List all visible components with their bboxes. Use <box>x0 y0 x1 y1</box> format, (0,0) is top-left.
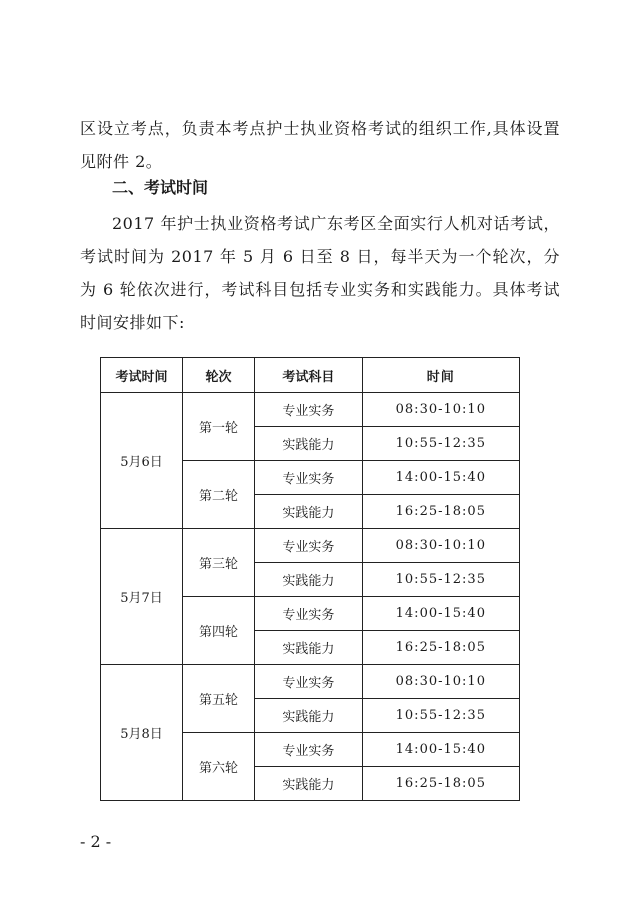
round-cell: 第三轮 <box>182 529 254 597</box>
subject-cell: 专业实务 <box>255 665 363 699</box>
round-cell: 第五轮 <box>182 665 254 733</box>
table-row <box>101 393 520 427</box>
paragraph-exam-schedule-intro: 2017 年护士执业资格考试广东考区全面实行人机对话考试，考试时间为 2017 年 5 月 6 日至 8 日，每半天为一个轮次，分为 6 轮依次进行，考试科目包括专业实务和实践能力。具体考试时间安排如下: <box>80 214 560 332</box>
round-cell: 第一轮 <box>182 393 254 461</box>
time-cell: 16:25-18:05 <box>362 495 519 529</box>
header-exam-date: 考试时间 <box>101 358 183 393</box>
subject-cell: 专业实务 <box>255 529 363 563</box>
paragraph-venue: 区设立考点，负责本考点护士执业资格考试的组织工作,具体设置见附件 2。 <box>80 119 560 171</box>
subject-cell: 专业实务 <box>255 733 363 767</box>
time-cell: 16:25-18:05 <box>362 767 519 801</box>
date-cell: 5月7日 <box>101 529 183 665</box>
date-cell: 5月6日 <box>101 393 183 529</box>
header-time: 时间 <box>362 358 519 393</box>
time-cell: 14:00-15:40 <box>362 461 519 495</box>
table-header-row <box>101 358 520 393</box>
time-cell: 14:00-15:40 <box>362 733 519 767</box>
header-round: 轮次 <box>182 358 254 393</box>
subject-cell: 实践能力 <box>255 427 363 461</box>
subject-cell: 实践能力 <box>255 495 363 529</box>
section-heading-exam-time: 二、考试时间 <box>112 178 209 197</box>
date-cell: 5月8日 <box>101 665 183 801</box>
page-number: - 2 - <box>80 832 112 851</box>
subject-cell: 实践能力 <box>255 767 363 801</box>
table-row <box>101 529 520 563</box>
time-cell: 10:55-12:35 <box>362 699 519 733</box>
subject-cell: 实践能力 <box>255 699 363 733</box>
subject-cell: 实践能力 <box>255 563 363 597</box>
subject-cell: 专业实务 <box>255 461 363 495</box>
time-cell: 10:55-12:35 <box>362 427 519 461</box>
time-cell: 14:00-15:40 <box>362 597 519 631</box>
subject-cell: 实践能力 <box>255 631 363 665</box>
time-cell: 10:55-12:35 <box>362 563 519 597</box>
exam-schedule-table <box>100 357 520 801</box>
time-cell: 08:30-10:10 <box>362 393 519 427</box>
round-cell: 第六轮 <box>182 733 254 801</box>
round-cell: 第四轮 <box>182 597 254 665</box>
time-cell: 08:30-10:10 <box>362 665 519 699</box>
header-subject: 考试科目 <box>255 358 363 393</box>
table-row <box>101 665 520 699</box>
subject-cell: 专业实务 <box>255 393 363 427</box>
time-cell: 16:25-18:05 <box>362 631 519 665</box>
round-cell: 第二轮 <box>182 461 254 529</box>
subject-cell: 专业实务 <box>255 597 363 631</box>
time-cell: 08:30-10:10 <box>362 529 519 563</box>
